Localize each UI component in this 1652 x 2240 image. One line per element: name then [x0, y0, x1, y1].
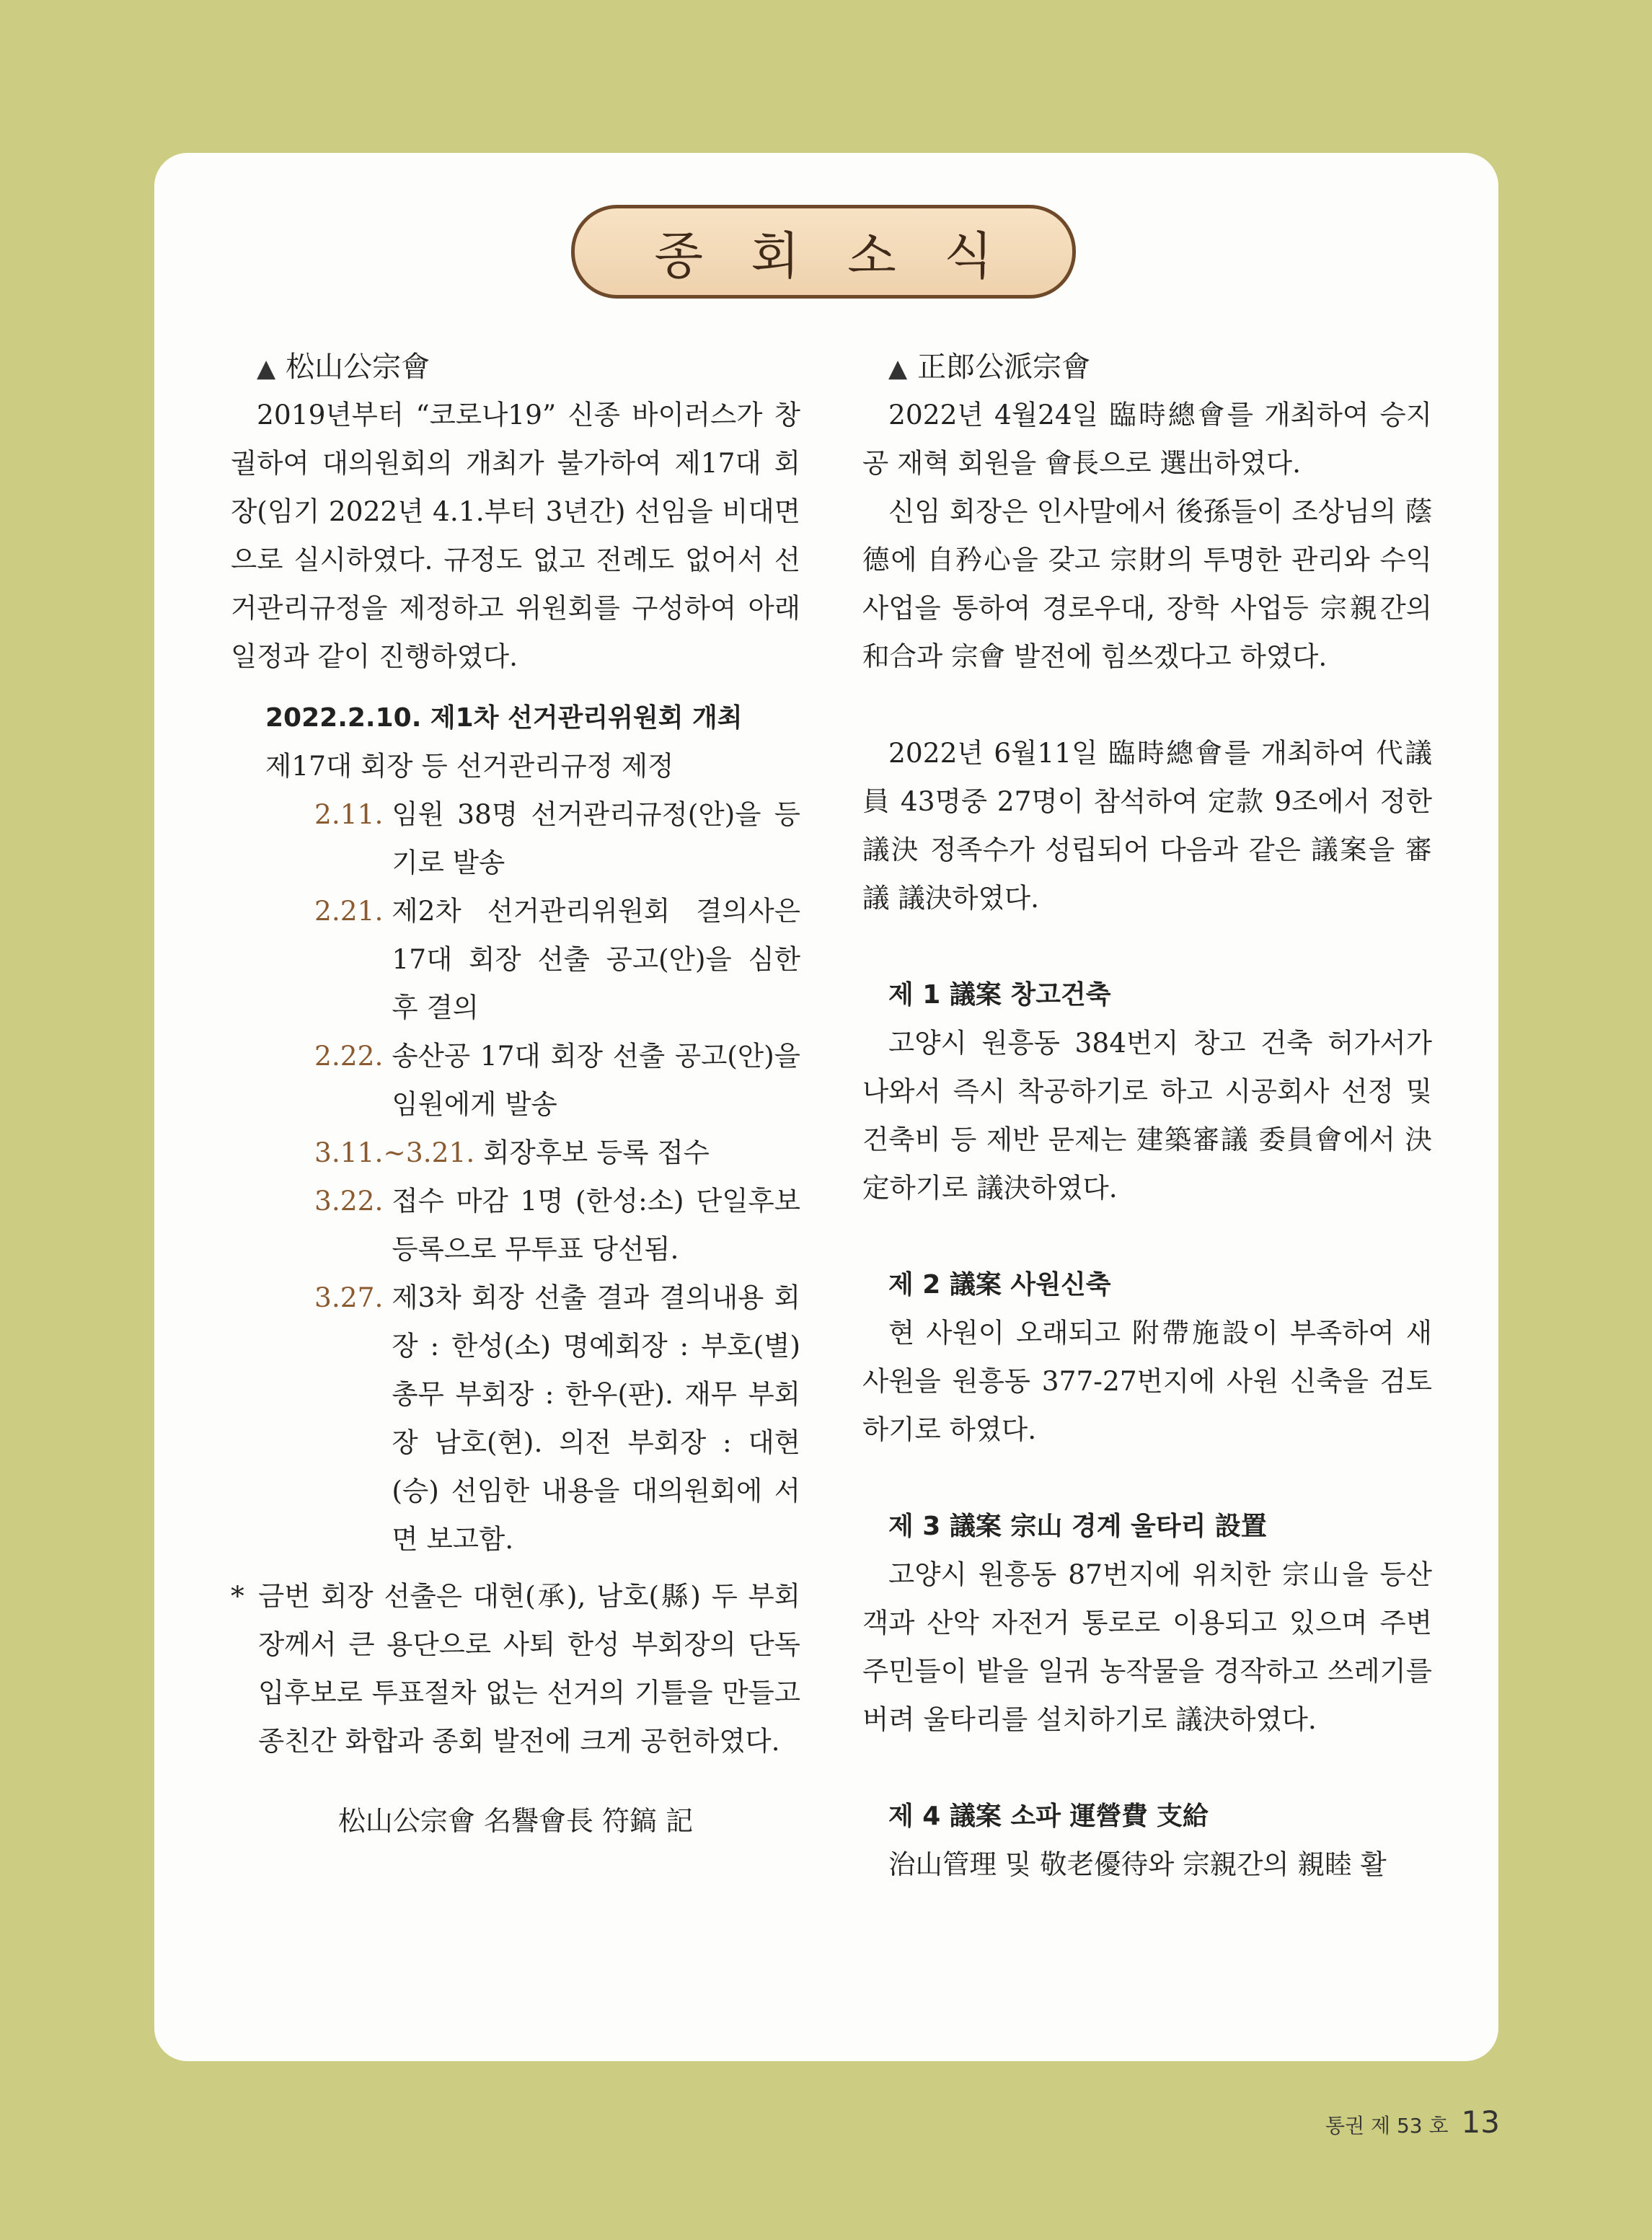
- schedule-item: [314, 887, 800, 1032]
- signature-line: 松山公宗會 名譽會長 符鎬 記: [337, 1805, 694, 1837]
- schedule-item: [314, 1274, 800, 1564]
- schedule-text: 회장후보 등록 접수: [483, 1137, 710, 1168]
- schedule-text: 임원 38명 선거관리규정(안)을 등기로 발송: [392, 798, 800, 878]
- section-heading-jeongrang: [888, 343, 1432, 391]
- schedule-text: 제3차 회장 선출 결과 결의내용 회장 : 한성(소) 명예회장 : 부호(별) 총무 부회장 : 한우(판). 재무 부회장 남호(현). 의전 부회장 : 대현(승) 선임한 내용을 대의원회에 서면 보고함.: [392, 1282, 800, 1555]
- page-number: 13: [1461, 2104, 1500, 2140]
- section-heading-songsan: [257, 343, 800, 391]
- asterisk-icon: *: [231, 1580, 244, 1612]
- intro-paragraph: 2019년부터 “코로나19” 신종 바이러스가 창궐하여 대의원회의 개최가 불가하여 제17대 회장(임기 2022년 4.1.부터 3년간) 선임을 비대면으로 실시하였다. 규정도 없고 전례도 없어서 선거관리규정을 제정하고 위원회를 구성하여 아래 일정과 같이 진행하였다.: [231, 399, 800, 672]
- left-column: [231, 343, 800, 1846]
- agenda-title: 제 4 議案 소파 運營費 支給: [888, 1802, 1209, 1831]
- agenda-title: 제 3 議案 宗山 경계 울타리 設置: [888, 1512, 1267, 1541]
- triangle-icon: ▲: [257, 354, 276, 383]
- meeting-heading: 2022.2.10. 제1차 선거관리위원회 개최: [265, 703, 743, 733]
- agenda-text: 治山管理 및 敬老優待와 宗親간의 親睦 활: [888, 1848, 1387, 1880]
- paragraph-new-president: 신임 회장은 인사말에서 後孫들이 조상님의 蔭德에 自矜心을 갖고 宗財의 투명한 관리와 수익 사업을 통하여 경로우대, 장학 사업등 宗親간의 和合과 宗會 발전에 힘쓰겠다고 하였다.: [862, 495, 1432, 672]
- section-heading-text: 正郎公派宗會: [917, 350, 1091, 384]
- right-column: [862, 343, 1432, 1889]
- election-note: [231, 1572, 800, 1765]
- schedule-text: 송산공 17대 회장 선출 공고(안)을 임원에게 발송: [392, 1040, 800, 1120]
- issue-label: 통권 제 53 호: [1325, 2114, 1449, 2138]
- schedule-date: 2.21.: [314, 895, 384, 927]
- page-title: 종 회 소 식: [571, 205, 1076, 299]
- agenda-title: 제 2 議案 사원신축: [888, 1270, 1111, 1300]
- triangle-icon: ▲: [888, 354, 908, 383]
- agenda-text: 현 사원이 오래되고 附帶施設이 부족하여 새 사원을 원흥동 377-27번지에 사원 신축을 검토하기로 하였다.: [862, 1317, 1432, 1445]
- schedule-text: 제2차 선거관리위원회 결의사은 17대 회장 선출 공고(안)을 심한 후 결의: [392, 895, 800, 1023]
- schedule-date: 2.11.: [314, 798, 384, 830]
- page-footer: [1226, 2104, 1500, 2140]
- schedule-item: [314, 1129, 800, 1177]
- schedule-item: [314, 1032, 800, 1129]
- schedule-item: [314, 1177, 800, 1274]
- schedule-date: 2.22.: [314, 1040, 384, 1072]
- agenda-text: 고양시 원흥동 87번지에 위치한 宗山을 등산객과 산악 자전거 통로로 이용되고 있으며 주변 주민들이 밭을 일궈 농작물을 경작하고 쓰레기를 버려 울타리를 설치하기로 議決하였다.: [862, 1558, 1432, 1735]
- meeting-description: 제17대 회장 등 선거관리규정 제정: [265, 750, 674, 782]
- schedule-text: 접수 마감 1명 (한성:소) 단일후보 등록으로 무투표 당선됨.: [392, 1185, 800, 1265]
- schedule-date: 3.11.~3.21.: [314, 1137, 475, 1168]
- agenda-text: 고양시 원흥동 384번지 창고 건축 허가서가 나와서 즉시 착공하기로 하고 시공회사 선정 및 건축비 등 제반 문제는 建築審議 委員會에서 決定하기로 議決하였다.: [862, 1027, 1432, 1204]
- schedule-date: 3.22.: [314, 1185, 384, 1217]
- section-heading-text: 松山公宗會: [286, 350, 430, 384]
- paragraph-general-meeting-april: 2022년 4월24일 臨時總會를 개최하여 승지공 재혁 회원을 會長으로 選出하였다.: [862, 399, 1432, 479]
- agenda-title: 제 1 議案 창고건축: [888, 980, 1111, 1010]
- note-text: 금번 회장 선출은 대현(承), 남호(縣) 두 부회장께서 큰 용단으로 사퇴 한성 부회장의 단독 입후보로 투표절차 없는 선거의 기틀을 만들고 종친간 화합과 종회 발전에 크게 공헌하였다.: [258, 1580, 800, 1757]
- paragraph-general-meeting-june: 2022년 6월11일 臨時總會를 개최하여 代議員 43명중 27명이 참석하여 定款 9조에서 정한 議決 정족수가 성립되어 다음과 같은 議案을 審議 議決하였다.: [862, 737, 1432, 914]
- schedule-date: 3.27.: [314, 1282, 384, 1313]
- schedule-item: [314, 790, 800, 887]
